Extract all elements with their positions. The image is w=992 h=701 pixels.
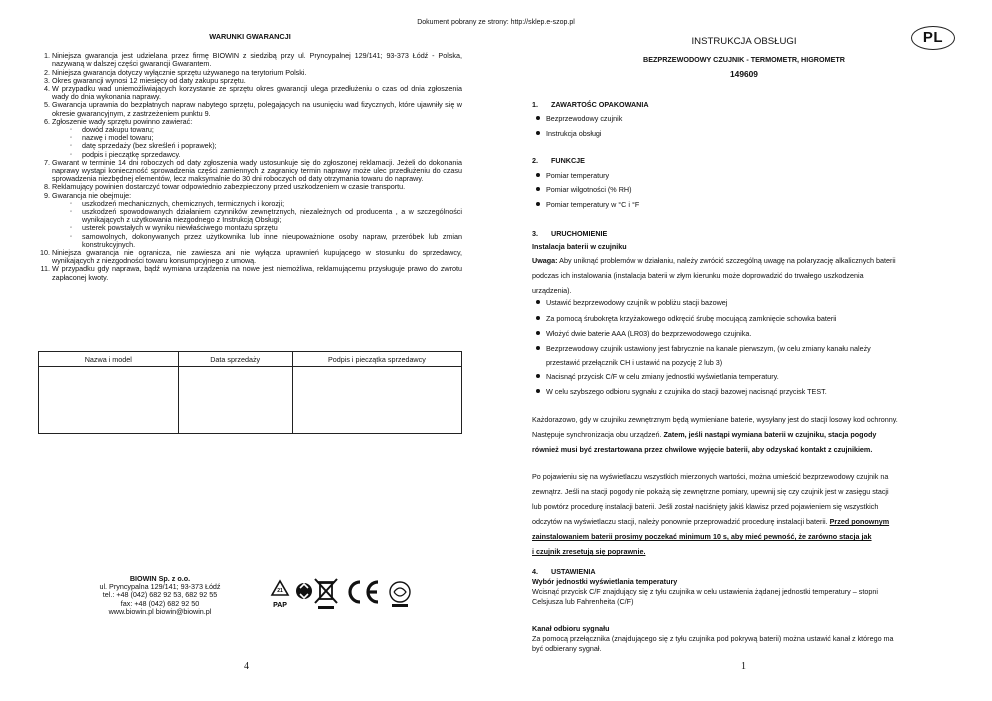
certification-logos — [268, 577, 426, 619]
paragraph-line: Za pomocą przełącznika (znajdującego się z tyłu czujnika pod pokrywą baterii) można ustawić kanał z którego ma — [532, 634, 894, 643]
warranty-item-text: Niniejsza gwarancja dotyczy wyłącznie sprzętu używanego na terytorium Polski. — [52, 67, 307, 77]
list-item-continuation: przestawić przełącznik CH i ustawić na pozycję 2 lub 3) — [546, 358, 723, 367]
unit-selection-heading: Wybór jednostki wyświetlania temperatury — [532, 577, 678, 586]
section-2-number: 2. — [532, 156, 538, 165]
list-item: Włożyć dwie baterie AAA (LR03) do bezprzewodowego czujnika. — [546, 329, 752, 338]
company-name: BIOWIN Sp. z o.o. — [129, 574, 191, 583]
company-info — [75, 575, 245, 616]
svg-text:PAP: PAP — [273, 602, 287, 609]
list-item: Pomiar temperatury — [546, 171, 610, 180]
warranty-subitem: ◦ uszkodzeń mechanicznych, chemicznych, termicznych i korozji; — [82, 200, 462, 208]
recycle-icon — [296, 583, 312, 599]
paragraph-line: odczytów na wyświetlaczu stacji, należy ponownie przeprowadzić procedurę instalacji baterii. — [532, 517, 828, 526]
warranty-item-text: Gwarancja uprawnia do bezpłatnych napraw nabytego sprzętu, polegających na usunięciu wad fizycznych, które ujawniły się w okresie gwarancyjnym, z zastrzeżeniem punktu 9. — [52, 100, 462, 118]
warranty-sublist — [52, 126, 462, 159]
warranty-item-text: Niniejsza gwarancja jest udzielana przez firmę BIOWIN z siedzibą przy ul. Pryncypalnej 129/141; 93-373 Łódź - Polska, nazywaną w dalszej części gwarancji Gwarantem. — [52, 51, 462, 69]
list-item: Ustawić bezprzewodowy czujnik w pobliżu stacji bazowej — [546, 298, 728, 307]
warranty-subitem: ◦ nazwę i model towaru; — [82, 134, 462, 142]
language-badge: PL — [911, 26, 955, 50]
paragraph-bold-underlined: zainstalowaniem baterii prosimy poczekać minimum 10 s, aby mieć pewność, że zarówno stacja jak — [532, 532, 872, 541]
paragraph-bold-underlined: i czujnik zresetują się poprawnie. — [532, 547, 646, 556]
company-web: www.biowin.pl biowin@biowin.pl — [108, 606, 212, 616]
list-item: Pomiar wilgotności (% RH) — [546, 185, 632, 194]
warranty-item-text: W przypadku gdy naprawa, bądź wymiana urządzenia na nowe jest niemożliwa, reklamującemu przysługuje prawo do zwrotu zapłaconej kwoty. — [52, 264, 462, 282]
warranty-sublist — [52, 200, 462, 249]
section-4-number: 4. — [532, 567, 538, 576]
paragraph-line: Po pojawieniu się na wyświetlaczu wszystkich mierzonych wartości, można umieścić bezprzewodowy czujnik na — [532, 472, 889, 481]
list-item: Pomiar temperatury w °C i °F — [546, 200, 640, 209]
warranty-item-text: Okres gwarancji wynosi 12 miesięcy od daty zakupu sprzętu. — [52, 75, 246, 85]
table-cell — [178, 367, 292, 434]
warranty-item — [52, 265, 462, 281]
warranty-title: WARUNKI GWARANCJI — [209, 32, 291, 41]
warranty-list — [38, 52, 462, 282]
weee-bin-icon — [315, 579, 337, 609]
list-item: Nacisnąć przycisk C/F w celu zmiany jednostki wyświetlania temperatury. — [546, 372, 779, 381]
ce-mark-icon — [350, 582, 378, 602]
battery-warning — [532, 253, 956, 298]
product-subtitle: BEZPRZEWODOWY CZUJNIK - TERMOMETR, HIGROMETR — [643, 55, 845, 64]
warranty-subitem: ◦ podpis i pieczątkę sprzedawcy. — [82, 151, 462, 159]
table-header-date: Data sprzedaży — [178, 352, 292, 367]
warranty-item-text: Reklamujący powinien dostarczyć towar odpowiednio zabezpieczony przed uszkodzeniem w czasie transportu. — [52, 182, 406, 192]
battery-install-heading: Instalacja baterii w czujniku — [532, 242, 627, 251]
paragraph-line: Następuje synchronizacja obu urządzeń. — [532, 430, 662, 439]
paragraph-line: Wcisnąć przycisk C/F znajdujący się z tyłu czujnika w celu ustawienia żądanej jednostki temperatury – stopni — [532, 587, 878, 596]
product-model: 149609 — [730, 69, 758, 79]
paragraph-bold: również musi być zrestartowana przez chwilowe wyjęcie baterii, aby odzyskać kontakt z czujnikiem. — [532, 445, 873, 454]
page-number-left: 4 — [244, 661, 249, 672]
table-cell — [292, 367, 461, 434]
warranty-item-text: Gwarancja nie obejmuje: — [52, 190, 132, 200]
warranty-item-text: Zgłoszenie wady sprzętu powinno zawierać: — [52, 116, 193, 126]
warranty-item — [52, 52, 462, 68]
section-1-title: ZAWARTOŚC OPAKOWANIA — [551, 100, 649, 109]
company-tel: tel.: +48 (042) 682 92 53, 682 92 55 — [102, 590, 218, 600]
placement-paragraph — [532, 469, 956, 559]
battery-change-paragraph — [532, 412, 956, 457]
warranty-subitem: ◦ datę sprzedaży (bez skreśleń i poprawek); — [82, 142, 462, 150]
list-item: Bezprzewodowy czujnik — [546, 114, 623, 123]
section-1-number: 1. — [532, 100, 538, 109]
warranty-item-text: W przypadku wad uniemożliwiających korzystanie ze sprzętu okres gwarancji ulega przedłużeniu o czas od dnia zgłoszenia wady do dnia wykonania naprawy. — [52, 84, 462, 102]
warranty-subitem: ◦ usterek powstałych w wyniku niewłaściwego montażu sprzętu — [82, 224, 462, 232]
source-note: Dokument pobrany ze strony: http://sklep.e-szop.pl — [417, 19, 575, 26]
pap-recycling-icon — [272, 581, 288, 609]
section-3-title: URUCHOMIENIE — [551, 229, 608, 238]
warranty-item-text: Gwarant w terminie 14 dni roboczych od daty zgłoszenia wady ustosunkuje się do zgłoszonej reklamacji. Jeżeli do dokonania naprawy wystąpi konieczność sprowadzenia części zamiennych z zagranicy termin naprawy może ulec przedłużeniu do czasu sprowadzenia niezbędnej elementów, lecz maksymalnie do 30 dni roboczych od daty otrzymania towaru do naprawy. — [52, 157, 462, 184]
warning-text-1: Aby uniknąć problemów w działaniu, należy zwrócić szczególną uwagę na polaryzację alkalicznych baterii — [559, 256, 896, 265]
warranty-subitem: ◦ dowód zakupu towaru; — [82, 126, 462, 134]
manual-title: INSTRUKCJA OBSŁUGI — [691, 36, 797, 47]
list-item: Bezprzewodowy czujnik ustawiony jest fabrycznie na kanale pierwszym, (w celu zmiany kanału należy — [546, 344, 956, 353]
warning-text-3: urządzenia). — [532, 286, 572, 295]
paragraph-line: lub powtórz procedurę instalacji baterii. Jeśli został naciśnięty jakiś klawisz przed pojawieniem się wszystkich — [532, 502, 879, 511]
warranty-item — [52, 118, 462, 159]
warranty-subitem: ◦ uszkodzeń spowodowanych działaniem czynników zewnętrznych, niezależnych od producenta , a w szczególności wynikających z użytkowania niezgodnego z Instrukcją Obsługi; — [82, 208, 462, 224]
warranty-item — [52, 192, 462, 249]
channel-heading: Kanał odbioru sygnału — [532, 624, 610, 633]
warranty-table — [38, 351, 462, 434]
warranty-item — [52, 249, 462, 265]
table-header-signature: Podpis i pieczątka sprzedawcy — [292, 352, 461, 367]
company-address: ul. Pryncypalna 129/141; 93-373 Łódź — [99, 582, 221, 592]
paragraph-line: Każdorazowo, gdy w czujniku zewnętrznym będą wymieniane baterie, wysyłany jest do stacji losowy kod ochronny. — [532, 415, 898, 424]
warranty-subitem: ◦ samowolnych, dokonywanych przez użytkownika lub inne nieupoważnione osoby napraw, przeróbek lub zmian konstrukcyjnych. — [82, 233, 462, 249]
paragraph-line: Celsjusza lub Fahrenheita (C/F) — [532, 597, 634, 606]
paragraph-line: zewnątrz. Jeśli na stacji pogody nie pokażą się zewnętrzne pomiary, upewnij się czy czujnik jest w zasięgu stacji — [532, 487, 889, 496]
section-2-title: FUNKCJE — [551, 156, 585, 165]
section-3-number: 3. — [532, 229, 538, 238]
table-header-name: Nazwa i model — [39, 352, 179, 367]
list-item: Instrukcja obsługi — [546, 129, 602, 138]
paragraph-bold-underlined: Przed ponownym — [829, 517, 890, 526]
list-item: W celu szybszego odbioru sygnału z czujnika do stacji bazowej nacisnąć przycisk TEST. — [546, 387, 827, 396]
list-item: Za pomocą śrubokręta krzyżakowego odkręcić śrubę mocującą zamknięcie schowka baterii — [546, 314, 837, 323]
table-cell — [39, 367, 179, 434]
warranty-item — [52, 101, 462, 117]
warranty-item — [52, 85, 462, 101]
warning-label: Uwaga: — [532, 256, 558, 265]
section-4-title: USTAWIENIA — [551, 567, 596, 576]
svg-text:21: 21 — [277, 588, 283, 594]
green-dot-icon — [390, 582, 410, 607]
warning-text-2: podczas ich instalowania (instalacja baterii w złym kierunku może doprowadzić do trwałego uszkodzenia — [532, 271, 864, 280]
company-fax: fax: +48 (042) 682 92 50 — [120, 598, 200, 608]
warranty-item — [52, 159, 462, 184]
warranty-section — [38, 33, 462, 282]
paragraph-bold: Zatem, jeśli nastąpi wymiana baterii w czujniku, stacja pogody — [663, 430, 877, 439]
page-number-right: 1 — [741, 661, 746, 672]
paragraph-line: być odbierany sygnał. — [532, 644, 602, 653]
warranty-item-text: Niniejsza gwarancja nie ogranicza, nie zawiesza ani nie wyłącza uprawnień kupującego w stosunku do sprzedawcy, wynikających z niezgodności towaru konsumpcyjnego z umową. — [52, 248, 462, 266]
